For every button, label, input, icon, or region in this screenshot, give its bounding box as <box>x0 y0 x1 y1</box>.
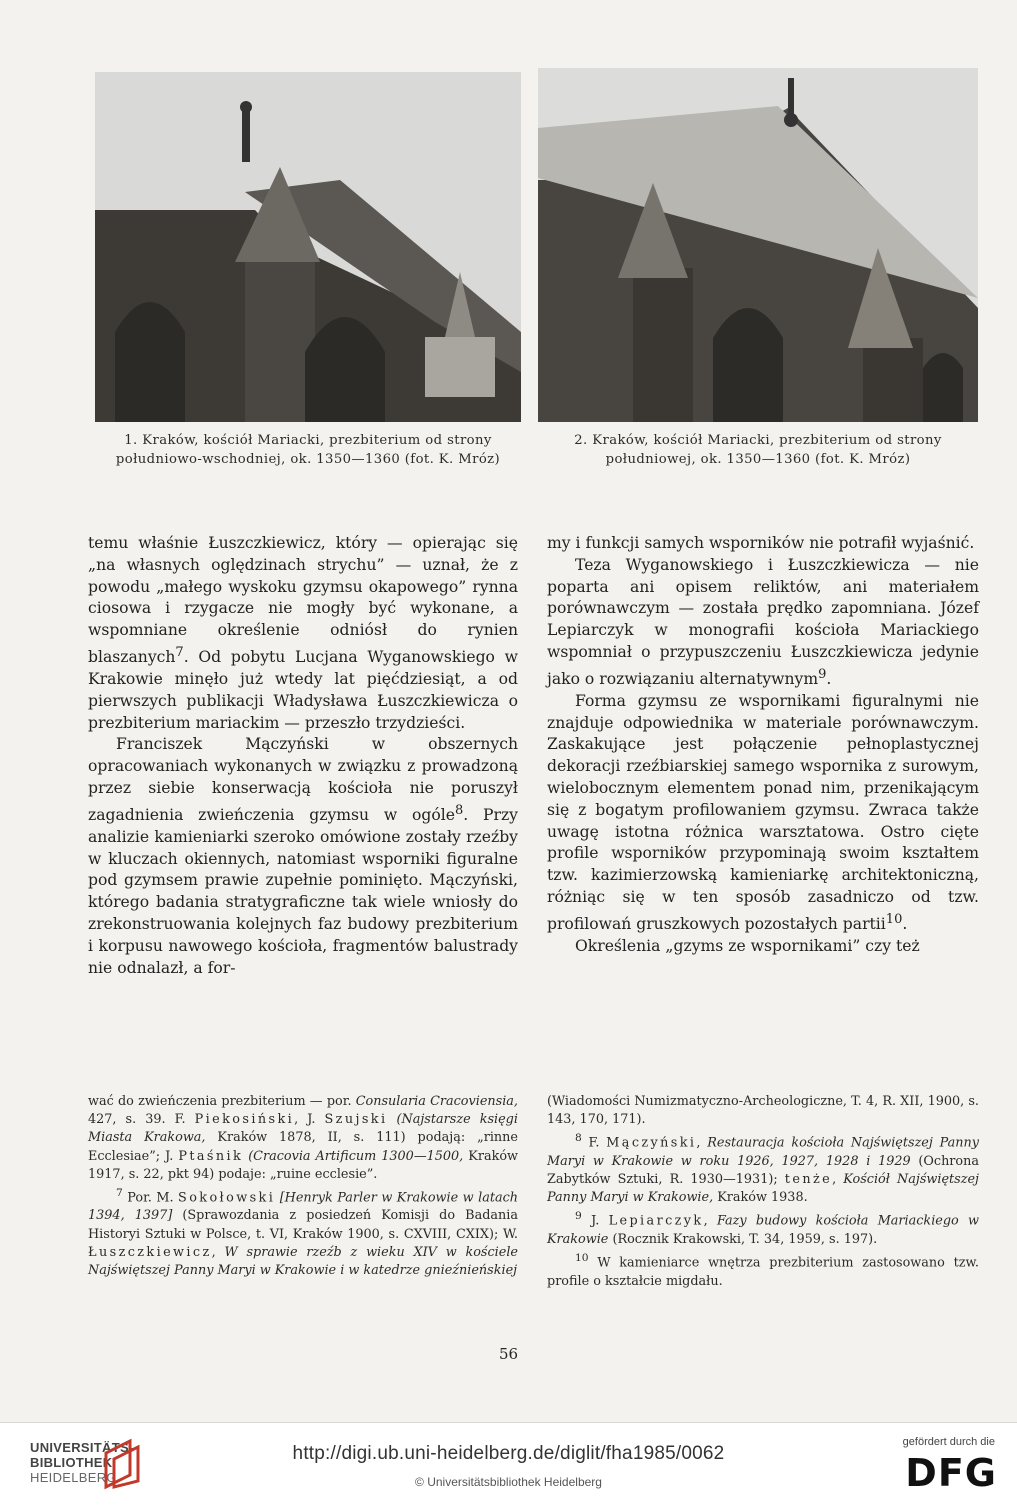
figure-2-caption-line-2: południowej, ok. 1350—1360 (fot. K. Mróz) <box>605 452 911 467</box>
footnote-10: $^{10}$ W kamieniarce wnętrza prezbiterium zastosowano tzw. profile o kształcie migdału. <box>547 1251 979 1289</box>
figure-1-photo <box>95 72 521 422</box>
footnotes-right <box>547 1093 979 1291</box>
footnote-6-continuation: wać do zwieńczenia prezbiterium — por. Consularia Cracoviensia, 427, s. 39. F. Piekosiński, J. Szujski (Najstarsze księgi Miasta Krakowa, Kraków 1878, II, s. 111) podają: „rinne Ecclesiae”; J. Ptaśnik (Cracovia Artificum 1300—1500, Kraków 1917, s. 22, pkt 94) podaje: „ruine ecclesie”. <box>88 1094 518 1182</box>
figure-2-caption <box>530 431 986 469</box>
sponsor-label: gefördert durch die <box>902 1436 995 1448</box>
figure-1-caption <box>80 431 536 469</box>
footer-bar <box>0 1422 1017 1506</box>
note-ref-10: 10 <box>885 911 903 927</box>
copyright-notice: © Universitätsbibliothek Heidelberg <box>415 1475 602 1489</box>
right-paragraph-1: my i funkcji samych wsporników nie potrafił wyjaśnić. <box>547 534 975 552</box>
right-paragraph-4: Określenia „gzyms ze wspornikami” czy też <box>575 936 920 955</box>
figure-1-caption-line-1: 1. Kraków, kościół Mariacki, prezbiterium od strony <box>124 433 492 448</box>
footnote-9: $^9$ J. Lepiarczyk, Fazy budowy kościoła Mariackiego w Krakowie (Rocznik Krakowski, T. 34, 1959, s. 197). <box>547 1209 979 1247</box>
left-text-column <box>88 533 518 979</box>
right-text-column <box>547 533 979 958</box>
footnote-7: $^7$ Por. M. Sokołowski [Henryk Parler w Krakowie w latach 1394, 1397] (Sprawozdania z posiedzeń Komisji do Badania Historyi Sztuki w Polsce, t. VI, Kraków 1900, s. CXVIII, CXIX); W. Łuszczkiewicz, W sprawie rzeźb z wieku XIV w kościele Najświętszej Panny Maryi w Krakowie i w katedrze gnieźnieńskiej <box>88 1186 518 1279</box>
figure-2-photo <box>538 68 978 422</box>
note-ref-7: 7 <box>175 644 184 660</box>
figure-1-caption-line-2: południowo-wschodniej, ok. 1350—1360 (fot. K. Mróz) <box>115 452 501 467</box>
footnote-7-continuation: (Wiadomości Numizmatyczno-Archeologiczne, T. 4, R. XII, 1900, s. 143, 170, 171). <box>547 1094 979 1128</box>
footnotes-left <box>88 1093 518 1280</box>
church-photo-1 <box>95 72 521 422</box>
right-paragraph-2: Teza Wyganowskiego i Łuszczkiewicza — nie poparta ani opisem reliktów, ani materiałem porównawczym — została prędko zapomniana. Józef Lepiarczyk w monografii kościoła Mariackiego wspomniał o przypuszczeniu Łuszczkiewicza jedynie jako o rozwiązaniu alternatywnym$^9$. <box>547 555 979 688</box>
dfg-logo: DFG <box>905 1451 997 1495</box>
note-ref-9: 9 <box>818 666 827 682</box>
left-paragraph-2: Franciszek Mączyński w obszernych opracowaniach wykonanych w związku z prowadzoną przez siebie konserwacją kościoła nie poruszył zagadnienia zwieńczenia gzymsu w ogóle$^8$. Przy analizie kamieniarki szeroko omówione zostały rzeźby w kluczach okiennych, natomiast wsporniki figuralne pod gzymsem prawie zupełnie pominięto. Mączyński, którego badania stratygraficzne tak wiele wniosły do zrekonstruowania kolejnych faz budowy prezbiterium i korpusu nawowego kościoła, fragmentów balustrady nie odnalazł, a for- <box>88 735 518 977</box>
figure-2-caption-line-1: 2. Kraków, kościół Mariacki, prezbiterium od strony <box>574 433 942 448</box>
note-ref-8: 8 <box>454 802 464 818</box>
permalink-url[interactable]: http://digi.ub.uni-heidelberg.de/diglit/fha1985/0062 <box>292 1443 725 1464</box>
church-photo-2 <box>538 68 978 422</box>
page-number: 56 <box>498 1345 519 1363</box>
library-name: UNIVERSITÄTS- BIBLIOTHEK HEIDELBERG <box>30 1440 134 1485</box>
left-paragraph-1: temu właśnie Łuszczkiewicz, który — opierając się „na własnych oględzinach strychu” — uznał, że z powodu „małego wyskoku gzymsu okapowego” rynna ciosowa i rzygacze nie mogły być wykonane, a wspomniane określenie odniósł do rynien blaszanych$^7$. Od pobytu Lucjana Wyganowskiego w Krakowie minęło już wtedy lat pięćdziesiąt, a od pierwszych publikacji Władysława Łuszczkiewicza o prezbiterium mariackim — przeszło trzydzieści. <box>88 534 518 732</box>
right-paragraph-3: Forma gzymsu ze wspornikami figuralnymi nie znajduje odpowiednika w materiale porównawczym. Zaskakujące jest połączenie pełnoplastycznej dekoracji rzeźbiarskiej samego wspornika z surowym, wielobocznym elementem ponad nim, przenikającym się z bogatym profilowaniem gzymsu. Zwraca także uwagę istotna różnica warsztatowa. Ostro cięte profile wsporników przypominają swoim kształtem tzw. kazimierzowską kamieniarkę architektoniczną, różniąc się w ten sposób zasadniczo od tzw. profilowań gruszkowych pozostałych partii$^{10}$. <box>547 691 979 933</box>
footnote-8: $^8$ F. Mączyński, Restauracja kościoła Najświętszej Panny Maryi w Krakowie w roku 1926, 1927, 1928 i 1929 (Ochrona Zabytków Sztuki, R. 1930—1931); tenże, Kościół Najświętszej Panny Maryi w Krakowie, Kraków 1938. <box>547 1131 980 1206</box>
